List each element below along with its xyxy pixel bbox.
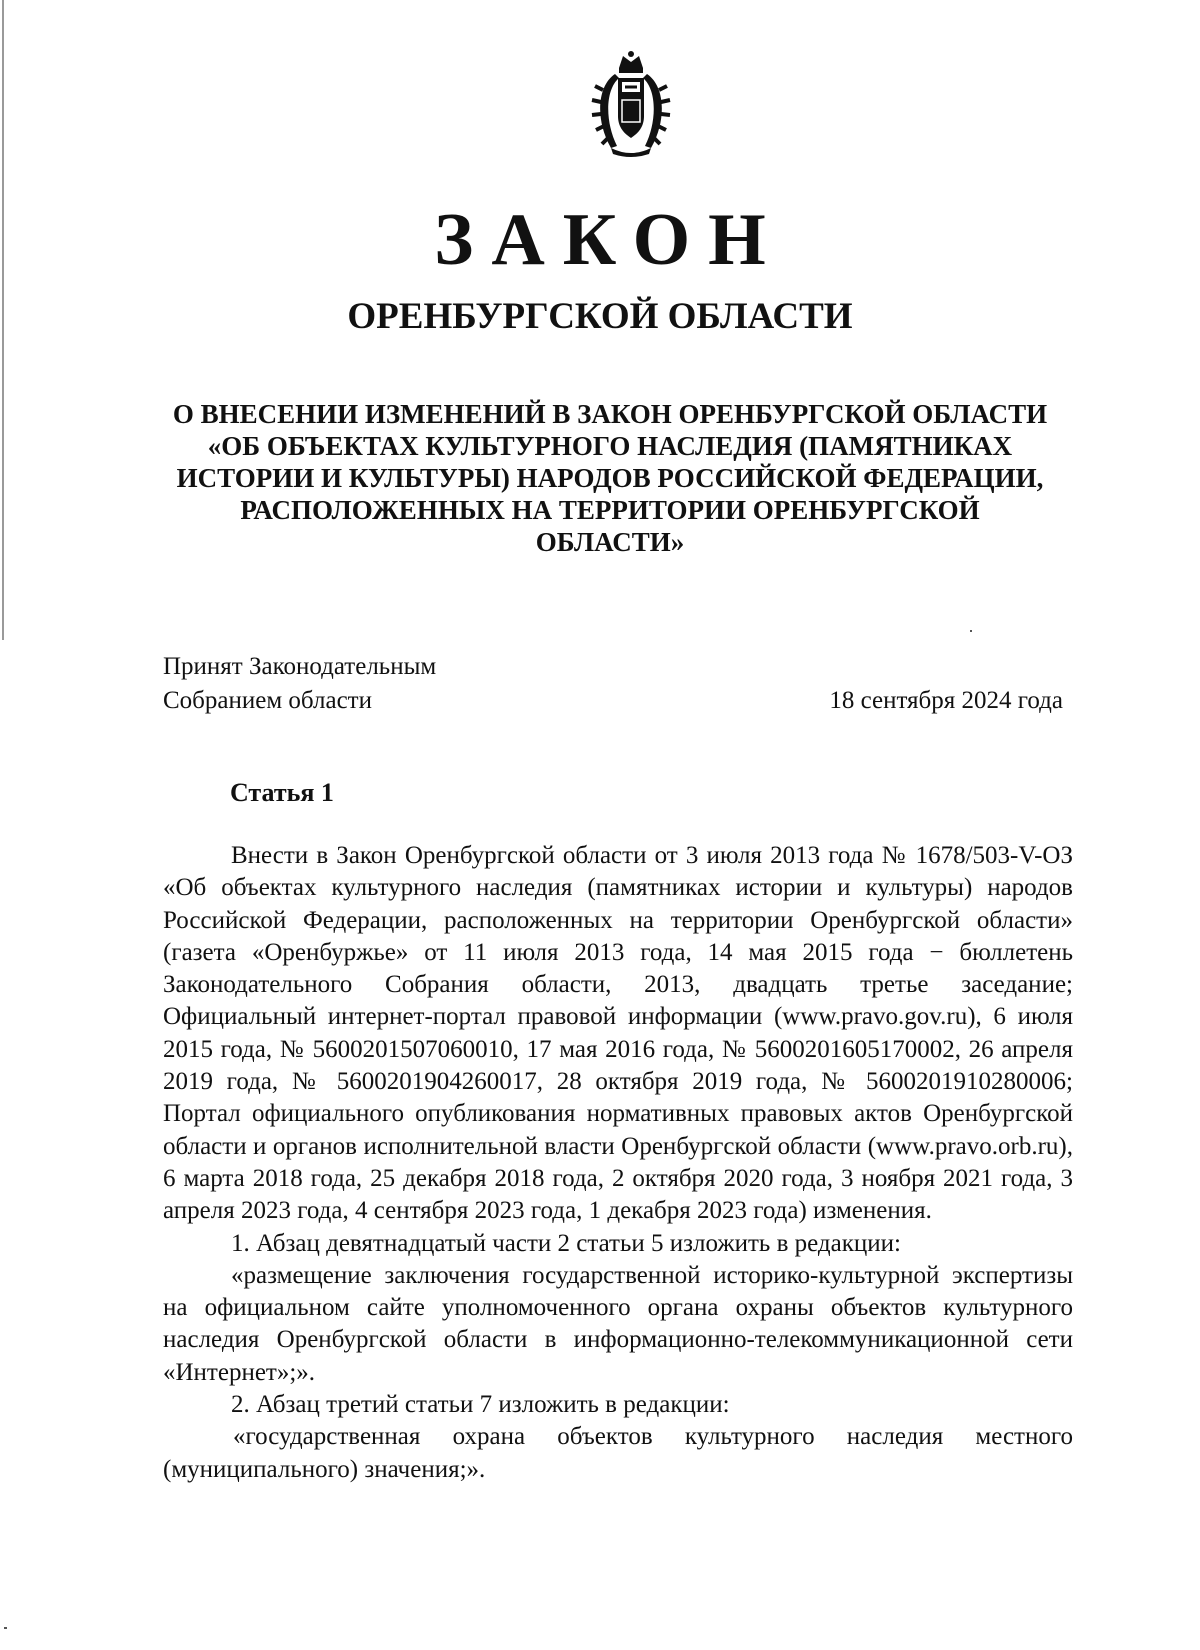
adoption-date: 18 сентября 2024 года [829, 687, 1063, 714]
item-2-quote-paragraph: «государственная охрана объектов культурного наследия местного (муниципального) значения;». [163, 1423, 1073, 1483]
item-1-paragraph: 1. Абзац девятнадцатый части 2 статьи 5 изложить в редакции: [231, 1229, 901, 1257]
law-region: ОРЕНБУРГСКОЙ ОБЛАСТИ [347, 296, 853, 337]
article-intro-paragraph: Внести в Закон Оренбургской области от 3 июля 2013 года № 1678/503-V-ОЗ «Об объектах культурного наследия (памятниках истории и культуры) народов Российской Федерации, расположенных на территории Оренбургской области» (газета «Оренбуржье» от 11 июля 2013 года, 14 мая 2015 года − бюллетень Законодательного Собрания области, 2013, двадцать третье заседание; Официальный интернет-портал правовой информации (www.pravo.gov.ru), 6 июля 2015 года, № 5600201507060010, 17 мая 2016 года, № 5600201605170002, 26 апреля 2019 года, № 5600201904260017, 28 октября 2019 года, № 5600201910280006; Портал официального опубликования нормативных правовых актов Оренбургской области и органов исполнительной власти Оренбургской области (www.pravo.orb.ru), 6 марта 2018 года, 25 декабря 2018 года, 2 октября 2020 года, 3 ноября 2021 года, 3 апреля 2023 года, 4 сентября 2023 года, 1 декабря 2023 года) изменения. [163, 842, 1073, 1225]
scan-speck [970, 630, 972, 632]
item-2-paragraph: 2. Абзац третий статьи 7 изложить в редакции: [231, 1391, 730, 1419]
adoption-body-line2: Собранием области [163, 687, 372, 714]
subject-line: ОБЛАСТИ» [535, 527, 685, 557]
article-heading: Статья 1 [230, 778, 334, 807]
item-1-quote-paragraph: «размещение заключения государственной историко-культурной экспертизы на официальном сайте уполномоченного органа охраны объектов культурного наследия Оренбургской области в информационно-телекоммуникационной сети «Интернет»;». [163, 1261, 1073, 1386]
subject-line: О ВНЕСЕНИИ ИЗМЕНЕНИЙ В ЗАКОН ОРЕНБУРГСКОЙ ОБЛАСТИ [172, 399, 1048, 429]
subject-line: «ОБ ОБЪЕКТАХ КУЛЬТУРНОГО НАСЛЕДИЯ (ПАМЯТНИКАХ [207, 431, 1013, 461]
subject-line: РАСПОЛОЖЕННЫХ НА ТЕРРИТОРИИ ОРЕНБУРГСКОЙ [240, 495, 980, 525]
adoption-body-line1: Принят Законодательным [163, 653, 437, 680]
adoption-block [163, 650, 1063, 718]
coat-of-arms-icon [589, 50, 673, 158]
law-title: ЗАКОН [434, 199, 784, 281]
law-subject [150, 398, 1070, 558]
subject-line: ИСТОРИИ И КУЛЬТУРЫ) НАРОДОВ РОССИЙСКОЙ ФЕДЕРАЦИИ, [176, 463, 1044, 493]
scan-speck [4, 1627, 7, 1629]
article-body [163, 840, 1073, 1486]
